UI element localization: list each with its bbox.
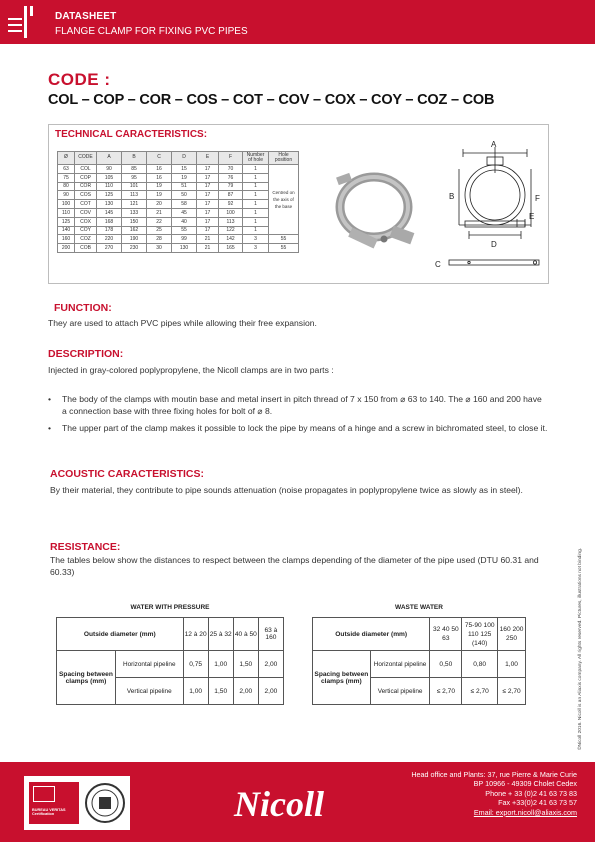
- spec-cell: 63: [58, 165, 75, 174]
- spec-cell: 99: [172, 235, 197, 244]
- function-text: They are used to attach PVC pipes while allowing their free expansion.: [48, 318, 317, 328]
- spec-cell: 133: [122, 208, 147, 217]
- spec-cell: 113: [122, 191, 147, 200]
- spec-cell: 80: [58, 182, 75, 191]
- acoustic-title: ACOUSTIC CARACTERISTICS:: [50, 468, 204, 480]
- spacing-value: 2,00: [258, 651, 283, 678]
- spec-row: [58, 208, 299, 217]
- brand-wordmark: Nicoll: [234, 784, 324, 824]
- col-header: F: [219, 152, 243, 165]
- copyright-note: ©Nicoll 2016. Nicoll is an Aliaxis company. All rights reserved. Pictures, illustrations not binding.: [578, 547, 583, 750]
- spec-cell: 17: [197, 165, 219, 174]
- hole-position-note: Centred on the axis of the base: [269, 165, 299, 235]
- address-line: Fax +33(0)2 41 63 73 57: [498, 798, 577, 808]
- spec-cell: 140: [58, 226, 75, 235]
- spec-row: [58, 165, 299, 174]
- spec-row: [58, 244, 299, 253]
- diameter-cell: 40 à 50: [233, 618, 258, 651]
- spec-cell: COX: [75, 217, 97, 226]
- technical-title: TECHNICAL CARACTERISTICS:: [55, 129, 208, 140]
- spec-cell: 20: [147, 200, 172, 209]
- spec-cell: COL: [75, 165, 97, 174]
- spec-cell: 28: [147, 235, 172, 244]
- spec-cell: 55: [269, 235, 299, 244]
- spec-cell: COY: [75, 226, 97, 235]
- spec-cell: 220: [97, 235, 122, 244]
- spec-cell: 17: [197, 200, 219, 209]
- col-header: C: [147, 152, 172, 165]
- spacing-value: 0,75: [183, 651, 208, 678]
- spec-cell: 150: [122, 217, 147, 226]
- spec-cell: 30: [147, 244, 172, 253]
- spec-cell: 130: [97, 200, 122, 209]
- dim-label-e: E: [529, 212, 535, 221]
- veritas-seal-icon: [84, 781, 126, 825]
- spec-cell: 145: [97, 208, 122, 217]
- acoustic-text: By their material, they contribute to pipe sounds attenuation (noise propagates in poplypropylene twice as slowly as in steel).: [50, 485, 523, 495]
- spec-header-row: [58, 152, 299, 165]
- nicoll-mark-icon: [8, 6, 38, 38]
- spec-cell: 101: [122, 182, 147, 191]
- table-row: [57, 651, 284, 678]
- spec-cell: 3: [243, 235, 269, 244]
- col-header: A: [97, 152, 122, 165]
- spec-cell: 17: [197, 217, 219, 226]
- dim-label-b: B: [449, 192, 455, 201]
- bullet-text: The upper part of the clamp makes it possible to lock the pipe by means of a hinge and a screw in bichromated steel, to close it.: [62, 423, 548, 433]
- spec-cell: COV: [75, 208, 97, 217]
- spec-cell: 21: [197, 244, 219, 253]
- spec-table: [57, 151, 299, 253]
- spec-cell: 51: [172, 182, 197, 191]
- pressure-table: [56, 617, 284, 705]
- bullet-mark: •: [48, 394, 52, 404]
- horizontal-label: Horizontal pipeline: [115, 651, 183, 678]
- spec-cell: COT: [75, 200, 97, 209]
- spec-cell: 3: [243, 244, 269, 253]
- spec-cell: 1: [243, 191, 269, 200]
- address-line: BP 10966 - 49309 Cholet Cedex: [473, 779, 577, 789]
- diameter-cell: 75-90 100 110 125 (140): [462, 618, 498, 651]
- spec-cell: 122: [219, 226, 243, 235]
- spacing-value: ≤ 2,70: [462, 678, 498, 705]
- waste-table-title: WASTE WATER: [395, 604, 443, 611]
- dim-label-d: D: [491, 240, 497, 249]
- spacing-value: 1,00: [208, 651, 233, 678]
- spec-cell: 105: [97, 173, 122, 182]
- address-line: Head office and Plants: 37, rue Pierre & Marie Curie: [411, 770, 577, 779]
- spec-cell: 162: [122, 226, 147, 235]
- spec-cell: 160: [58, 235, 75, 244]
- spec-cell: 75: [58, 173, 75, 182]
- spec-cell: 50: [172, 191, 197, 200]
- spec-cell: 15: [172, 165, 197, 174]
- spec-cell: 55: [269, 244, 299, 253]
- code-list: COL – COP – COR – COS – COT – COV – COX – COY – COZ – COB: [48, 92, 495, 108]
- spec-cell: 45: [172, 208, 197, 217]
- spec-cell: 165: [219, 244, 243, 253]
- spec-cell: COR: [75, 182, 97, 191]
- col-header: CODE: [75, 152, 97, 165]
- clamp-photo: [329, 155, 424, 265]
- iso-icon: [33, 786, 55, 802]
- diameter-cell: 32 40 50 63: [430, 618, 462, 651]
- code-label: CODE :: [48, 70, 111, 89]
- spec-cell: 17: [197, 173, 219, 182]
- spacing-value: 0,50: [430, 651, 462, 678]
- page-header: [0, 0, 595, 44]
- spec-cell: 21: [147, 208, 172, 217]
- spec-cell: 17: [197, 182, 219, 191]
- spec-cell: 79: [219, 182, 243, 191]
- spec-row: [58, 217, 299, 226]
- page-footer: [0, 762, 595, 842]
- spec-cell: 85: [122, 165, 147, 174]
- table-row: [313, 618, 526, 651]
- dim-label-f: F: [535, 194, 540, 203]
- clamp-drawing: [429, 139, 547, 281]
- spec-row: [58, 235, 299, 244]
- outside-diameter-label: Outside diameter (mm): [57, 618, 184, 651]
- spec-cell: 100: [58, 200, 75, 209]
- spec-cell: 21: [197, 235, 219, 244]
- spec-cell: 1: [243, 226, 269, 235]
- spacing-value: 1,50: [208, 678, 233, 705]
- spec-cell: 190: [122, 235, 147, 244]
- vertical-label: Vertical pipeline: [370, 678, 430, 705]
- spec-cell: 17: [197, 208, 219, 217]
- spec-cell: 1: [243, 182, 269, 191]
- spec-row: [58, 173, 299, 182]
- bullet-mark: •: [48, 423, 52, 433]
- description-intro: Injected in gray-colored poplypropylene, the Nicoll clamps are in two parts :: [48, 365, 334, 375]
- spec-row: [58, 182, 299, 191]
- spec-row: [58, 191, 299, 200]
- spec-cell: 95: [122, 173, 147, 182]
- col-header: D: [172, 152, 197, 165]
- spec-cell: 100: [219, 208, 243, 217]
- waste-table: [312, 617, 526, 705]
- cert-label: BUREAU VERITAS Certification: [32, 808, 66, 816]
- table-row: [313, 651, 526, 678]
- spec-row: [58, 200, 299, 209]
- spec-cell: 87: [219, 191, 243, 200]
- spec-row: [58, 226, 299, 235]
- description-bullet-2: [48, 423, 548, 435]
- spec-cell: 58: [172, 200, 197, 209]
- spec-cell: COB: [75, 244, 97, 253]
- dim-label-c: C: [435, 260, 441, 269]
- spec-cell: 92: [219, 200, 243, 209]
- diameter-cell: 25 à 32: [208, 618, 233, 651]
- horizontal-label: Horizontal pipeline: [370, 651, 430, 678]
- spec-cell: COS: [75, 191, 97, 200]
- spec-cell: 1: [243, 173, 269, 182]
- outside-diameter-label: Outside diameter (mm): [313, 618, 430, 651]
- function-title: FUNCTION:: [54, 302, 112, 314]
- spacing-value: 2,00: [258, 678, 283, 705]
- spec-cell: 16: [147, 173, 172, 182]
- datasheet-title: DATASHEET: [55, 11, 117, 22]
- spec-cell: 1: [243, 165, 269, 174]
- technical-box: [48, 124, 549, 284]
- spacing-value: 1,00: [183, 678, 208, 705]
- diameter-cell: 160 200 250: [498, 618, 526, 651]
- col-header: Hole position: [269, 152, 299, 165]
- spec-cell: 1: [243, 217, 269, 226]
- bullet-text: The body of the clamps with moutin base and metal insert in pitch thread of 7 x 150 from ⌀ 63 to 140. The ⌀ 160 and 200 have a connection base with three fixing holes for bolt of ⌀ 8.: [62, 394, 542, 416]
- address-line: Phone + 33 (0)2 41 63 73 83: [485, 788, 577, 798]
- spec-cell: 110: [58, 208, 75, 217]
- spec-cell: 200: [58, 244, 75, 253]
- spec-cell: 76: [219, 173, 243, 182]
- spec-cell: COP: [75, 173, 97, 182]
- email-link[interactable]: Email: export.nicoll@aliaxis.com: [473, 807, 577, 817]
- spec-cell: 1: [243, 208, 269, 217]
- spec-cell: 16: [147, 165, 172, 174]
- certification-badges: [24, 776, 130, 830]
- table-row: [57, 618, 284, 651]
- resistance-text: The tables below show the distances to respect between the clamps depending of the diameter of the pipe used (DTU 60.31 and 60.33): [50, 555, 539, 577]
- spec-cell: 230: [122, 244, 147, 253]
- diameter-cell: 63 à 160: [258, 618, 283, 651]
- spacing-value: 1,50: [233, 651, 258, 678]
- spec-cell: 125: [97, 191, 122, 200]
- spacing-value: ≤ 2,70: [430, 678, 462, 705]
- spec-cell: 90: [58, 191, 75, 200]
- description-bullet-1: [48, 394, 548, 417]
- spec-cell: 270: [97, 244, 122, 253]
- spec-cell: 22: [147, 217, 172, 226]
- diameter-cell: 12 à 20: [183, 618, 208, 651]
- spec-cell: 142: [219, 235, 243, 244]
- dim-label-a: A: [491, 140, 497, 149]
- spec-cell: 70: [219, 165, 243, 174]
- spec-cell: 19: [147, 182, 172, 191]
- spacing-value: 2,00: [233, 678, 258, 705]
- description-title: DESCRIPTION:: [48, 348, 124, 360]
- spacing-value: 0,80: [462, 651, 498, 678]
- address-block: [347, 770, 577, 817]
- resistance-title: RESISTANCE:: [50, 541, 121, 553]
- spec-cell: 55: [172, 226, 197, 235]
- spec-cell: 90: [97, 165, 122, 174]
- vertical-label: Vertical pipeline: [115, 678, 183, 705]
- spec-cell: 19: [172, 173, 197, 182]
- col-header: E: [197, 152, 219, 165]
- spec-cell: 25: [147, 226, 172, 235]
- spec-cell: 110: [97, 182, 122, 191]
- col-header: Number of hole: [243, 152, 269, 165]
- spec-cell: 125: [58, 217, 75, 226]
- spec-cell: 178: [97, 226, 122, 235]
- spec-cell: 19: [147, 191, 172, 200]
- spec-cell: 121: [122, 200, 147, 209]
- bureau-veritas-badge: [29, 782, 79, 824]
- col-header: Ø: [58, 152, 75, 165]
- spec-cell: COZ: [75, 235, 97, 244]
- datasheet-subtitle: FLANGE CLAMP FOR FIXING PVC PIPES: [55, 26, 248, 37]
- spec-cell: 40: [172, 217, 197, 226]
- spacing-label: Spacing between clamps (mm): [57, 651, 116, 705]
- spec-cell: 1: [243, 200, 269, 209]
- spacing-label: Spacing between clamps (mm): [313, 651, 371, 705]
- spacing-value: 1,00: [498, 651, 526, 678]
- spec-cell: 113: [219, 217, 243, 226]
- spec-cell: 130: [172, 244, 197, 253]
- pressure-table-title: WATER WITH PRESSURE: [130, 604, 210, 611]
- spec-cell: 17: [197, 191, 219, 200]
- spec-cell: 168: [97, 217, 122, 226]
- spec-cell: 17: [197, 226, 219, 235]
- col-header: B: [122, 152, 147, 165]
- spacing-value: ≤ 2,70: [498, 678, 526, 705]
